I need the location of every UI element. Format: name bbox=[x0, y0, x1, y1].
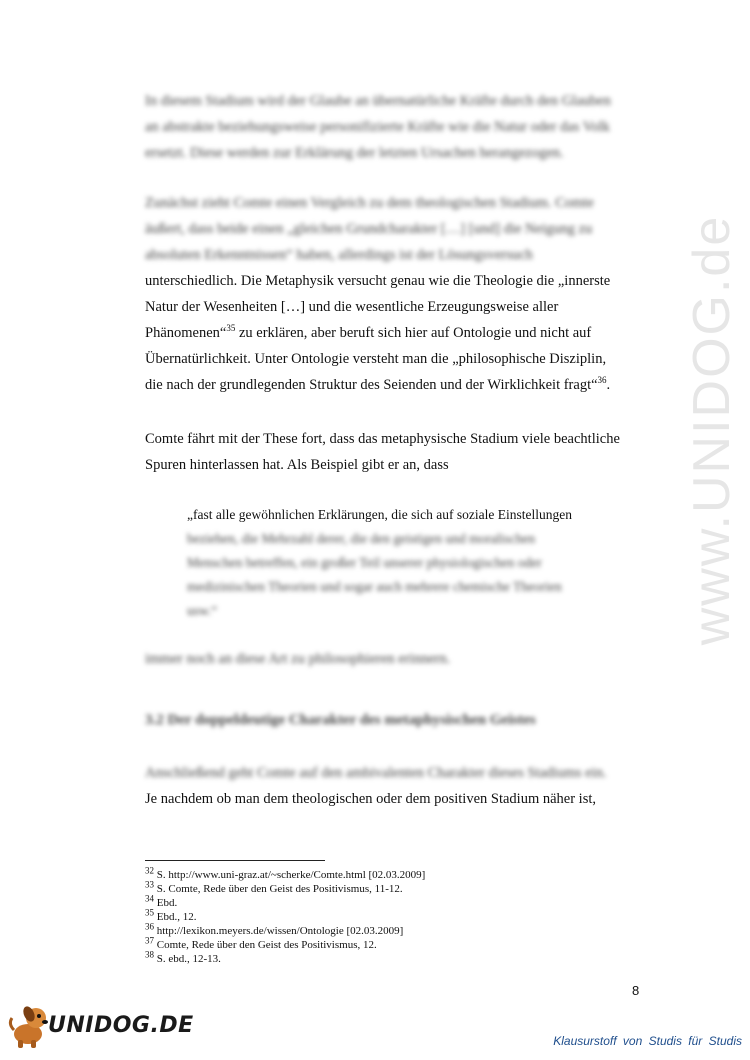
text-line: immer noch an diese Art zu philosophieren erinnern. bbox=[145, 651, 451, 667]
text-line: an abstrakte beziehungsweise personifizierte Kräfte wie die Natur oder das Volk bbox=[145, 119, 610, 135]
footnote-number: 36 bbox=[145, 921, 154, 932]
text-fragment: zu erklären, aber beruft sich hier auf Ontologie und nicht auf bbox=[235, 325, 592, 341]
footnote-text: Comte, Rede über den Geist des Positivismus, 12. bbox=[156, 939, 377, 951]
text-line: Anschließend geht Comte auf den ambivalenten Charakter dieses Stadiums ein. bbox=[145, 765, 607, 781]
footnote-divider bbox=[145, 860, 325, 861]
footnote-number: 37 bbox=[145, 935, 154, 946]
visible-paragraph bbox=[145, 268, 635, 398]
footnote bbox=[145, 907, 425, 924]
text-line: Je nachdem ob man dem theologischen oder dem positiven Stadium näher ist, bbox=[145, 791, 597, 807]
footnote-text: S. ebd., 12-13. bbox=[156, 953, 221, 965]
footnote-ref: 35 bbox=[226, 323, 236, 334]
footnote bbox=[145, 879, 425, 896]
footnote-text: S. Comte, Rede über den Geist des Positivismus, 11-12. bbox=[156, 883, 403, 895]
footnote-number: 33 bbox=[145, 879, 154, 890]
footnote bbox=[145, 949, 425, 966]
text-fragment: die nach der grundlegenden Struktur des Seienden und der Wirklichkeit fragt“ bbox=[145, 377, 598, 393]
footnote-ref: 36 bbox=[597, 375, 607, 386]
footnote-text: S. http://www.uni-graz.at/~scherke/Comte.html [02.03.2009] bbox=[156, 869, 426, 881]
footnote-number: 32 bbox=[145, 865, 154, 876]
page-number: 8 bbox=[632, 983, 640, 998]
footnote-number: 38 bbox=[145, 949, 154, 960]
quote-line: medizinischen Theorien und sogar auch mehrere chemische Theorien bbox=[187, 579, 562, 594]
quote-line: Menschen betreffen, ein großer Teil unserer physiologischen oder bbox=[187, 555, 542, 570]
quote-line: „fast alle gewöhnlichen Erklärungen, die sich auf soziale Einstellungen bbox=[187, 507, 572, 522]
text-line: Zunächst zieht Comte einen Vergleich zu dem theologischen Stadium. Comte bbox=[145, 195, 594, 211]
footnote-number: 35 bbox=[145, 907, 154, 918]
text-line: unterschiedlich. Die Metaphysik versucht genau wie die Theologie die „innerste bbox=[145, 273, 611, 289]
blurred-paragraph-1 bbox=[145, 88, 635, 166]
text-line: Übernatürlichkeit. Unter Ontologie versteht man die „philosophische Disziplin, bbox=[145, 351, 607, 367]
text-line: absoluten Erkenntnissen“ haben, allerdings ist der Lösungsversuch bbox=[145, 247, 533, 263]
footnote-text: Ebd., 12. bbox=[156, 911, 197, 923]
block-quote bbox=[187, 503, 597, 623]
text-line: In diesem Stadium wird der Glaube an übernatürliche Kräfte durch den Glauben bbox=[145, 93, 611, 109]
footnotes bbox=[145, 865, 426, 966]
quote-line: beziehen, die Mehrzahl derer, die den geistigen und moralischen bbox=[187, 531, 536, 546]
slogan: Klausurstoff von Studis für Studis bbox=[553, 1034, 742, 1048]
watermark: www.UNIDOG.de bbox=[683, 214, 741, 646]
footnote bbox=[145, 935, 425, 952]
text-line: ersetzt. Diese werden zur Erklärung der letzten Ursachen herangezogen. bbox=[145, 145, 564, 161]
footnote bbox=[145, 893, 425, 910]
footnote-text: http://lexikon.meyers.de/wissen/Ontologie [02.03.2009] bbox=[156, 925, 404, 937]
text-line: Natur der Wesenheiten […] und die wesentliche Erzeugungsweise aller bbox=[145, 299, 559, 315]
text-fragment: . bbox=[606, 377, 611, 393]
quote-line: usw.“ bbox=[187, 603, 218, 618]
footnote bbox=[145, 921, 425, 938]
section-paragraph bbox=[145, 760, 635, 812]
text-fragment: Phänomenen“ bbox=[145, 325, 227, 341]
footnote-number: 34 bbox=[145, 893, 154, 904]
paragraph-2 bbox=[145, 426, 635, 478]
unidog-logo[interactable] bbox=[6, 1000, 194, 1050]
text-line: äußert, dass beide einen „gleichen Grundcharakter […] [und] die Neigung zu bbox=[145, 221, 593, 237]
section-heading: 3.2 Der doppeldeutige Charakter des metaphysischen Geistes bbox=[145, 712, 536, 728]
footnote-text: Ebd. bbox=[156, 897, 178, 909]
text-line: Spuren hinterlassen hat. Als Beispiel gibt er an, dass bbox=[145, 457, 449, 473]
text-line: Comte fährt mit der These fort, dass das metaphysische Stadium viele beachtliche bbox=[145, 431, 620, 447]
text-line bbox=[145, 372, 635, 398]
text-line bbox=[145, 320, 635, 346]
footnote bbox=[145, 865, 426, 882]
blurred-continuation bbox=[145, 646, 635, 672]
logo-text: UNIDOG.DE bbox=[48, 1012, 194, 1038]
blurred-paragraph-2 bbox=[145, 190, 635, 268]
